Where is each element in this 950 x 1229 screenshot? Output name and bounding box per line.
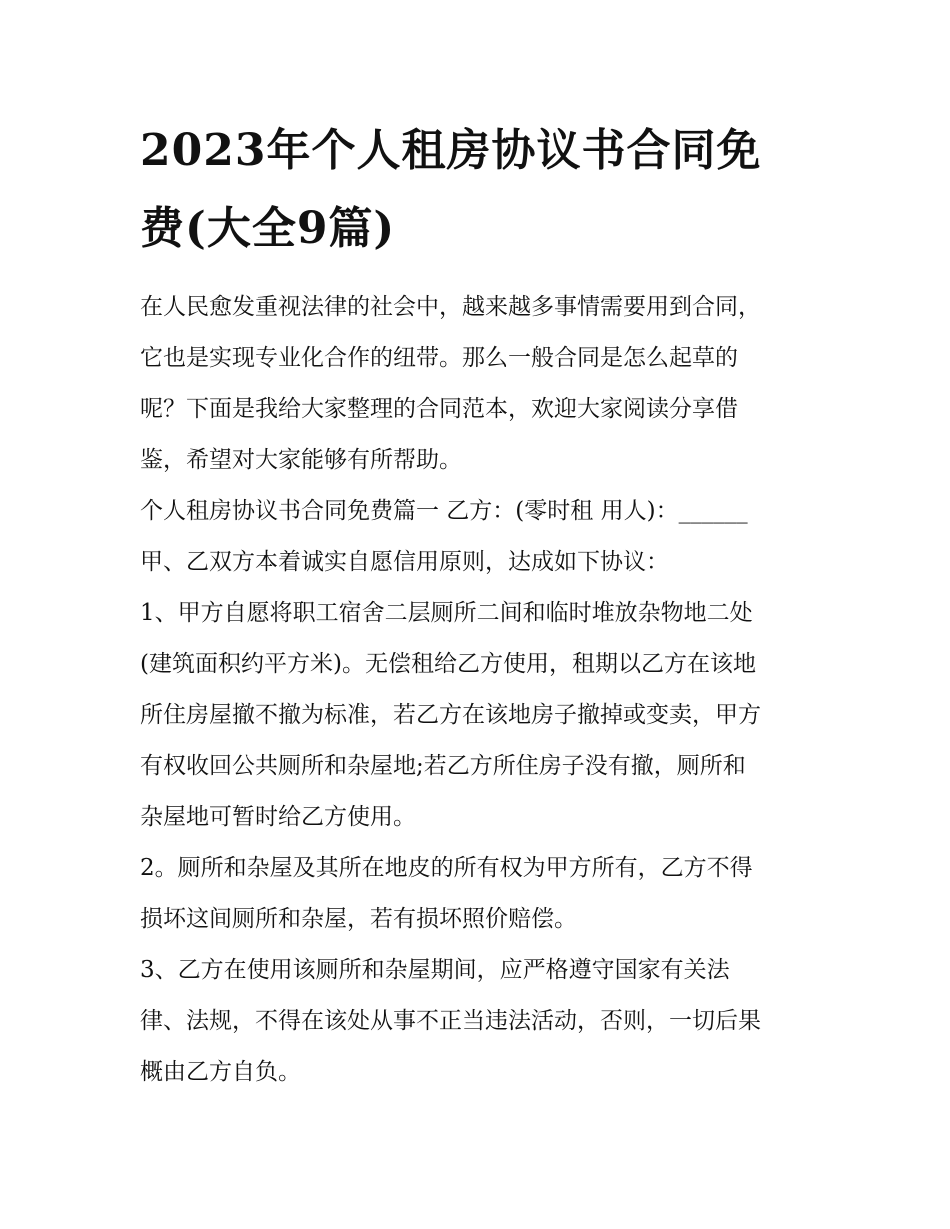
text-line: 有权收回公共厕所和杂屋地;若乙方所住房子没有撤，厕所和 [140,753,746,779]
clause-2 [140,843,820,945]
text-line: 它也是实现专业化合作的纽带。那么一般合同是怎么起草的 [140,345,738,371]
text-line: (建筑面积约平方米)。无偿租给乙方使用，租期以乙方在该地 [140,651,756,677]
agreement-preamble [140,537,820,588]
document-page [140,112,820,1098]
text-line: 杂屋地可暂时给乙方使用。 [140,804,416,830]
text-line: 呢？下面是我给大家整理的合同范本，欢迎大家阅读分享借 [140,396,738,422]
text-line: 3、乙方在使用该厕所和杂屋期间，应严格遵守国家有关法 [140,957,730,983]
text-line: 所住房屋撤不撤为标准，若乙方在该地房子撤掉或变卖，甲方 [140,702,761,728]
document-body [140,282,820,1098]
text-line: 在人民愈发重视法律的社会中，越来越多事情需要用到合同， [140,294,761,320]
text-line: 鉴，希望对大家能够有所帮助。 [140,447,462,473]
text-line: 概由乙方自负。 [140,1059,301,1085]
text-line: 个人租房协议书合同免费篇一 乙方：(零时租 用人)：______ [140,498,748,524]
title-line: 2023年个人租房协议书合同免 [140,125,762,176]
section-heading-paragraph [140,486,820,537]
document-title [140,112,820,268]
title-line: 费(大全9篇) [140,203,396,254]
text-line: 2。厕所和杂屋及其所在地皮的所有权为甲方所有，乙方不得 [140,855,753,881]
text-line: 甲、乙双方本着诚实自愿信用原则，达成如下协议： [140,549,669,575]
text-line: 损坏这间厕所和杂屋，若有损坏照价赔偿。 [140,906,577,932]
intro-paragraph [140,282,820,486]
text-line: 1、甲方自愿将职工宿舍二层厕所二间和临时堆放杂物地二处 [140,600,753,626]
clause-3 [140,945,820,1098]
text-line: 律、法规，不得在该处从事不正当违法活动，否则，一切后果 [140,1008,761,1034]
clause-1 [140,588,820,843]
